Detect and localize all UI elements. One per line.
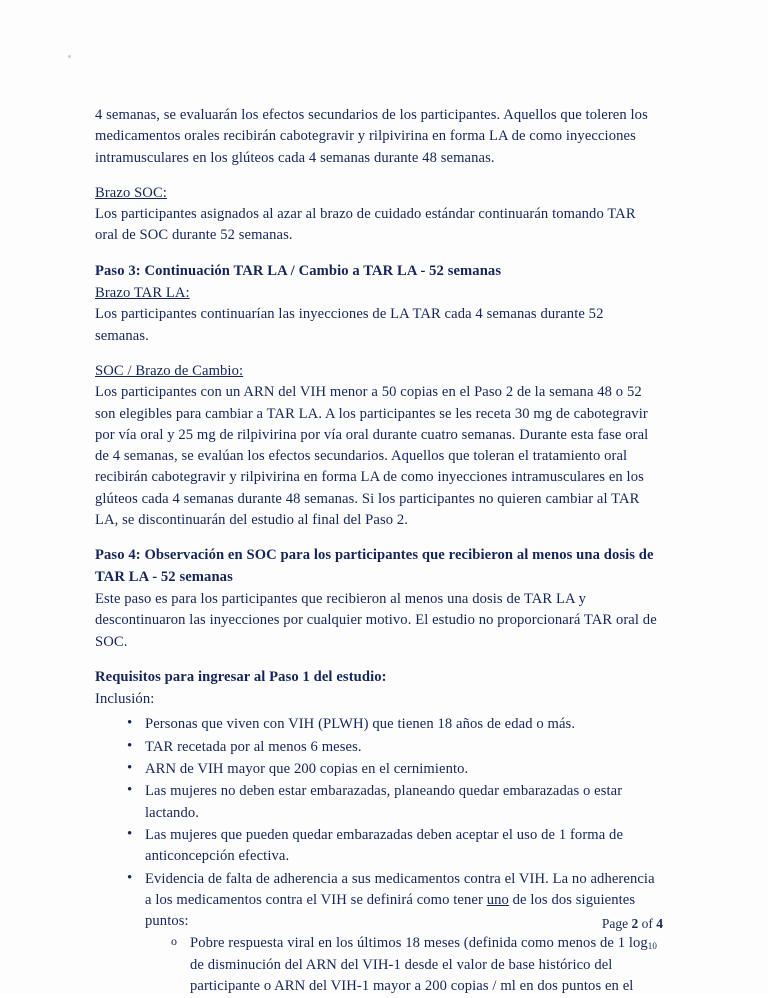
list-item: • Las mujeres no deben estar embarazadas, planeando quedar embarazadas o estar lactando. [95, 781, 661, 824]
paragraph-intro: 4 semanas, se evaluarán los efectos secundarios de los participantes. Aquellos que toleren los medicamentos orales recibirán cabotegravir y rilpivirina en forma LA de como inyecciones intramusculares en los glúteos cada 4 semanas durante 48 semanas. [95, 107, 648, 166]
sub-item-text-pre: Pobre respuesta viral en los últimos 18 meses (definida como menos de 1 log [190, 935, 648, 952]
heading-paso-3: Paso 3: Continuación TAR LA / Cambio a TAR LA - 52 semanas [95, 262, 502, 279]
sub-item-subscript: 10 [647, 941, 657, 952]
adherencia-text-underlined: uno [486, 891, 509, 908]
list-item: • Personas que viven con VIH (PLWH) que tienen 18 años de edad o más. [95, 714, 661, 735]
adherencia-sub-list [145, 933, 661, 997]
adherencia-text-part1: Evidencia de falta de adherencia a sus medicamentos contra el VIH. La no adherencia a los medicamentos contra el VIH se definirá como tener [145, 870, 655, 908]
list-item: • TAR recetada por al menos 6 meses. [95, 737, 661, 758]
heading-soc-brazo-cambio: SOC / Brazo de Cambio: [95, 362, 244, 379]
paragraph-brazo-soc: Los participantes asignados al azar al brazo de cuidado estándar continuarán tomando TAR oral de SOC durante 52 semanas. [95, 206, 636, 244]
heading-brazo-tar-la: Brazo TAR LA: [95, 285, 190, 302]
sub-list-item [145, 933, 661, 997]
adherencia-text-part2: de los dos siguientes puntos: [145, 891, 636, 930]
list-item: • ARN de VIH mayor que 200 copias en el cernimiento. [95, 759, 661, 780]
page-footer [602, 916, 663, 932]
heading-brazo-soc: Brazo SOC: [95, 184, 167, 201]
list-item-adherencia [95, 869, 661, 998]
heading-requisitos: Requisitos para ingresar al Paso 1 del estudio: [95, 668, 387, 685]
footer-total-pages: 4 [656, 916, 663, 931]
paragraph-soc-brazo-cambio: Los participantes con un ARN del VIH menor a 50 copias en el Paso 2 de la semana 48 o 52 son elegibles para cambiar a TAR LA. A los participantes se les receta 30 mg de cabotegravir por vía oral y 25 mg de rilpivirina por vía oral durante cuatro semanas. Durante esta fase oral de 4 semanas, se evalúan los efectos secundarios. Aquellos que toleran el tratamiento oral recibirán cabotegravir y rilpivirina en forma LA de como inyecciones intramusculares en los glúteos cada 4 semanas durante 48 semanas. Si los participantes no quieren cambiar al TAR LA, se discontinuarán del estudio al final del Paso 2. [95, 384, 649, 529]
sub-item-text-post: de disminución del ARN del VIH-1 desde el valor de base histórico del participante o ARN del VIH-1 mayor a 200 copias / ml en dos puntos en el [190, 956, 634, 994]
heading-inclusion: Inclusión: [95, 691, 155, 708]
scan-artifact-speck [68, 55, 71, 58]
inclusion-criteria-list [95, 714, 661, 997]
footer-prefix: Page [601, 916, 632, 931]
heading-paso-4: Paso 4: Observación en SOC para los participantes que recibieron al menos una dosis de TAR LA - 52 semanas [95, 547, 654, 585]
paragraph-brazo-tar-la: Los participantes continuarían las inyecciones de LA TAR cada 4 semanas durante 52 semanas. [95, 306, 604, 344]
paragraph-paso-4: Este paso es para los participantes que recibieron al menos una dosis de TAR LA y descontinuaron las inyecciones por cualquier motivo. El estudio no proporcionará TAR oral de SOC. [95, 590, 657, 650]
document-body [95, 105, 661, 998]
footer-middle: of [638, 916, 657, 931]
list-item: • Las mujeres que pueden quedar embarazadas deben aceptar el uso de 1 forma de anticoncepción efectiva. [95, 825, 661, 868]
footer-page-number: 2 [631, 916, 639, 931]
